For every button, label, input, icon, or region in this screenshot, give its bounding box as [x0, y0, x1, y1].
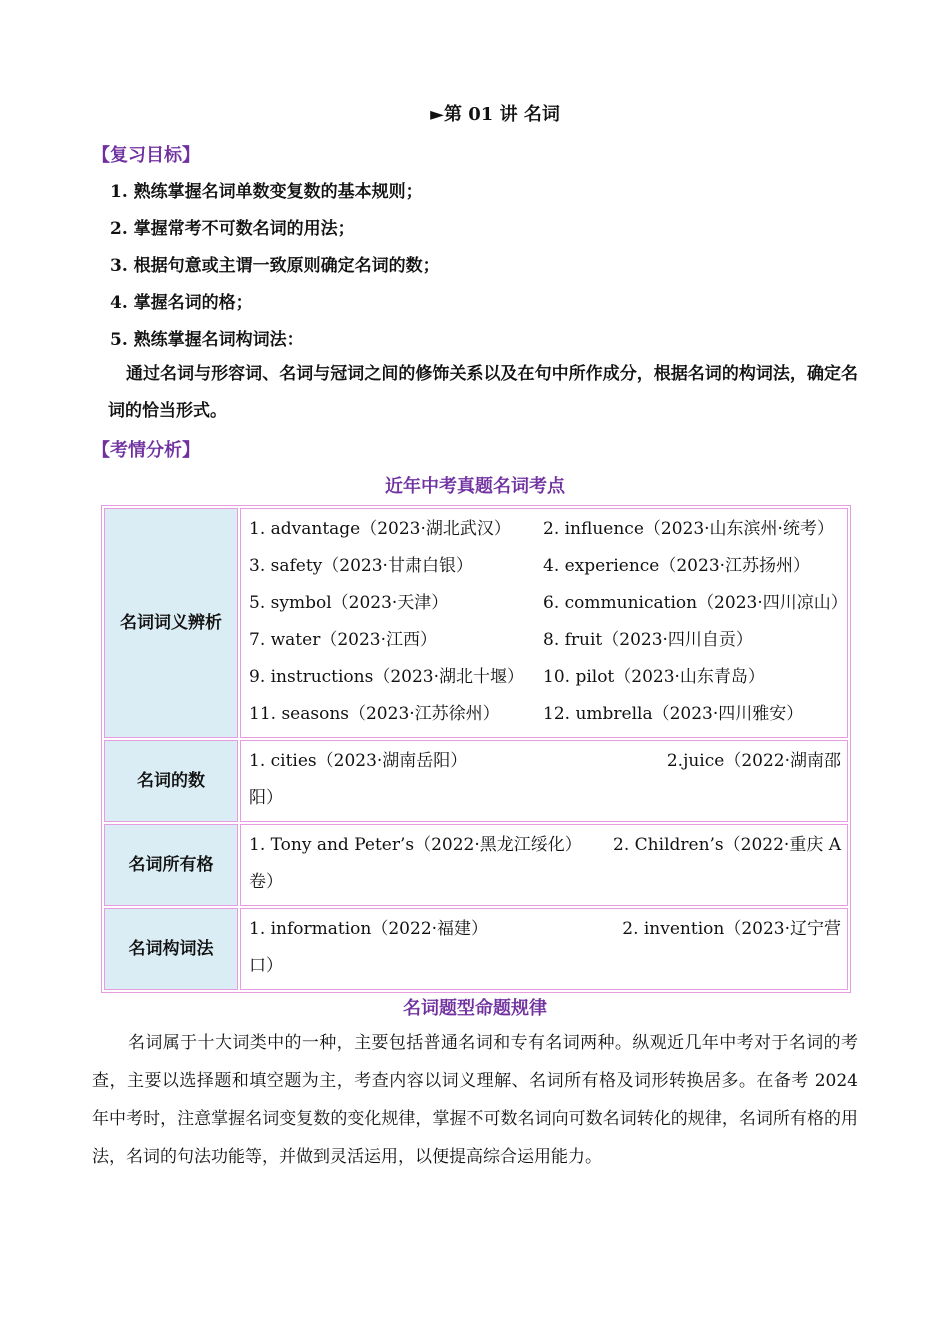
table-title: 近年中考真题名词考点	[385, 476, 565, 497]
entry: 6. communication（2023·四川凉山）	[543, 593, 848, 613]
entry-continuation: 阳）	[249, 788, 283, 808]
entry: 8. fruit（2023·四川自贡）	[543, 630, 753, 650]
entry: 10. pilot（2023·山东青岛）	[543, 667, 765, 687]
entry: 2. invention（2023·辽宁营	[622, 919, 841, 939]
row-label: 名词所有格	[104, 824, 238, 906]
row-content	[240, 508, 848, 738]
goal-paragraph: 通过名词与形容词、名词与冠词之间的修饰关系以及在句中所作成分，根据名词的构词法，确定名词的恰当形式。	[108, 364, 858, 421]
goal-item-3: 3. 根据句意或主谓一致原则确定名词的数；	[110, 256, 440, 276]
entry: 7. water（2023·江西）	[249, 630, 437, 650]
goal-item-2: 2. 掌握常考不可数名词的用法；	[110, 219, 355, 239]
goal-item-1: 1. 熟练掌握名词单数变复数的基本规则；	[110, 182, 423, 202]
row-label: 名词词义辨析	[104, 508, 238, 738]
exam-points-table	[101, 505, 851, 993]
table-row	[104, 824, 848, 906]
row-content	[240, 740, 848, 822]
entry-line	[249, 511, 841, 548]
analysis-heading: 【考情分析】	[92, 440, 200, 461]
goal-item-5: 5. 熟练掌握名词构词法：	[110, 330, 304, 350]
entry: 1. information（2022·福建）	[249, 919, 489, 939]
entry: 2.juice（2022·湖南邵	[666, 751, 841, 771]
entry: 3. safety（2023·甘肃白银）	[249, 556, 473, 576]
goal-item-4: 4. 掌握名词的格；	[110, 293, 253, 313]
entry-continuation: 口）	[249, 956, 283, 976]
page-title: ►第 01 讲 名词	[430, 104, 560, 125]
entry-line	[249, 696, 841, 733]
entry-line	[249, 743, 841, 780]
entry: 2. Children’s（2022·重庆 A	[613, 835, 841, 855]
review-goals-heading: 【复习目标】	[92, 145, 200, 166]
entry: 12. umbrella（2023·四川雅安）	[543, 704, 804, 724]
entry-line	[249, 659, 841, 696]
table-row	[104, 740, 848, 822]
entry-line	[249, 911, 841, 948]
row-label: 名词构词法	[104, 908, 238, 990]
entry: 5. symbol（2023·天津）	[249, 593, 449, 613]
row-content	[240, 824, 848, 906]
entry: 11. seasons（2023·江苏徐州）	[249, 704, 500, 724]
entry: 4. experience（2023·江苏扬州）	[543, 556, 811, 576]
row-content	[240, 908, 848, 990]
rules-heading: 名词题型命题规律	[403, 998, 547, 1019]
entry-line	[249, 548, 841, 585]
entry: 2. influence（2023·山东滨州·统考）	[543, 519, 834, 539]
entry-line	[249, 827, 841, 864]
table-row	[104, 508, 848, 738]
row-label: 名词的数	[104, 740, 238, 822]
entry-line	[249, 622, 841, 659]
entry: 1. cities（2023·湖南岳阳）	[249, 751, 468, 771]
entry: 1. advantage（2023·湖北武汉）	[249, 519, 511, 539]
entry: 9. instructions（2023·湖北十堰）	[249, 667, 525, 687]
entry-continuation: 卷）	[249, 872, 283, 892]
table-row	[104, 908, 848, 990]
entry-line	[249, 585, 848, 622]
entry: 1. Tony and Peter’s（2022·黑龙江绥化）	[249, 835, 582, 855]
rules-paragraph: 名词属于十大词类中的一种，主要包括普通名词和专有名词两种。纵观近几年中考对于名词的考查，主要以选择题和填空题为主，考查内容以词义理解、名词所有格及词形转换居多。在备考 2024 年中考时，注意掌握名词变复数的变化规律，掌握不可数名词向可数名词转化的规律，名词所有格的用法，名词的句法功能等，并做到灵活运用，以便提高综合运用能力。	[92, 1033, 858, 1167]
